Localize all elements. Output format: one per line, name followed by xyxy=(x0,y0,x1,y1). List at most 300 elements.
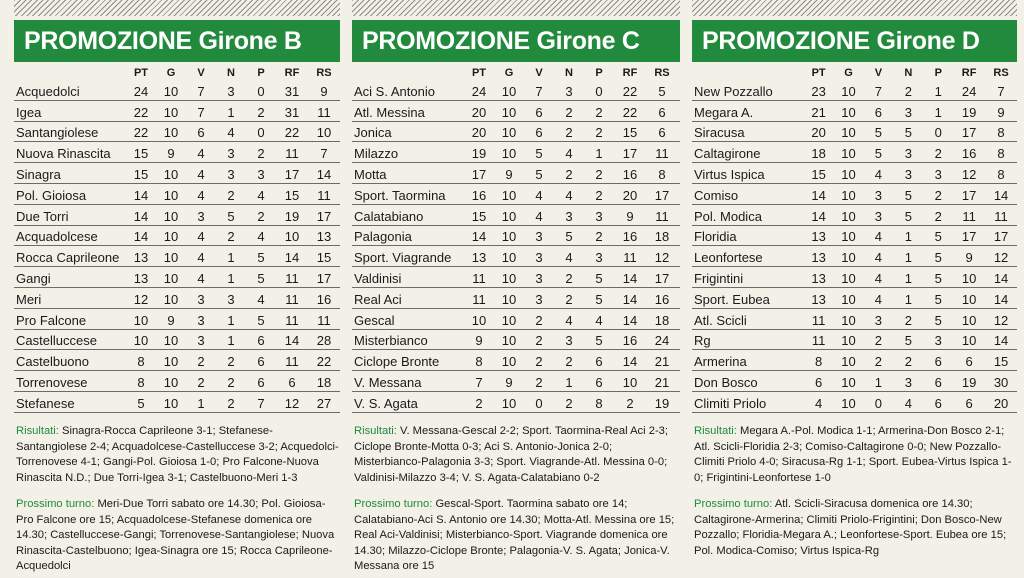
stat-cell: 18 xyxy=(654,229,670,245)
stat-cell: 3 xyxy=(934,166,942,182)
stat-cell: 10 xyxy=(622,374,638,390)
header-spacer xyxy=(14,79,126,80)
stat-cell: 0 xyxy=(257,125,265,141)
stat-cell: 3 xyxy=(197,333,205,349)
team-name: Comiso xyxy=(694,187,739,203)
stat-cell: 22 xyxy=(133,125,149,141)
stat-cell: 5 xyxy=(904,208,912,224)
stat-cell: 14 xyxy=(284,333,300,349)
table-row xyxy=(352,309,680,330)
stat-cell: 2 xyxy=(595,125,603,141)
stat-cell: 7 xyxy=(535,83,543,99)
stat-cell: 20 xyxy=(471,125,487,141)
stat-cell: 10 xyxy=(501,333,517,349)
stat-cell: 8 xyxy=(997,125,1005,141)
stat-cell: 4 xyxy=(595,312,603,328)
results-text: Sinagra-Rocca Caprileone 3-1; Stefanese-Santangiolese 2-4; Acquadolcese-Castelluccese 3-2; Acquedolci-Torrenovese 4-1; Gangi-Pol. Gioiosa 1-0; Pro Falcone-Nuova Rinascita N.D.; Due Torri-Igea 3-1; Castelbuono-Meri 1-3 xyxy=(16,425,339,484)
column-header: PT xyxy=(471,67,487,79)
stat-cell: 24 xyxy=(471,83,487,99)
stat-cell: 10 xyxy=(316,125,332,141)
stat-cell: 15 xyxy=(622,125,638,141)
stat-cell: 11 xyxy=(472,291,486,307)
stat-cell: 6 xyxy=(814,374,823,390)
stat-cell: 7 xyxy=(197,83,205,99)
stat-cell: 1 xyxy=(934,104,942,120)
column-header: PT xyxy=(133,67,149,79)
column-header: V xyxy=(874,67,883,79)
team-name: Caltagirone xyxy=(694,146,761,162)
column-header: V xyxy=(197,67,205,79)
stat-cell: 10 xyxy=(501,83,517,99)
stat-cell: 14 xyxy=(993,333,1009,349)
team-name: Floridia xyxy=(694,229,737,245)
stat-cell: 10 xyxy=(501,125,517,141)
table-row xyxy=(692,122,1017,143)
stat-cell: 10 xyxy=(471,312,487,328)
stat-cell: 10 xyxy=(501,250,517,266)
stat-cell: 3 xyxy=(227,146,235,162)
table-row xyxy=(352,246,680,267)
stat-cell: 1 xyxy=(904,250,912,266)
stat-cell: 2 xyxy=(227,229,235,245)
stat-cell: 3 xyxy=(904,104,912,120)
stat-cell: 15 xyxy=(133,146,149,162)
team-name: Acquedolci xyxy=(16,83,80,99)
stat-cell: 17 xyxy=(961,187,977,203)
table-row xyxy=(692,142,1017,163)
stat-cell: 10 xyxy=(841,104,856,120)
table-row xyxy=(14,392,340,413)
stat-cell: 17 xyxy=(961,125,977,141)
table-row xyxy=(692,184,1017,205)
stat-cell: 2 xyxy=(934,187,942,203)
team-name: Frigintini xyxy=(694,270,744,286)
stat-cell: 5 xyxy=(257,312,265,328)
stat-cell: 13 xyxy=(811,250,826,266)
team-name: Climiti Priolo xyxy=(694,395,767,411)
table-row xyxy=(14,267,340,288)
table-row xyxy=(352,392,680,413)
stat-cell: 15 xyxy=(993,354,1009,370)
stat-cell: 4 xyxy=(197,270,205,286)
column-header: N xyxy=(227,67,235,79)
stat-cell: 1 xyxy=(227,312,235,328)
table-row xyxy=(692,246,1017,267)
stat-cell: 5 xyxy=(934,291,942,307)
table-row xyxy=(14,371,340,392)
stat-cell: 18 xyxy=(316,374,332,390)
stat-cell: 2 xyxy=(257,208,265,224)
results-label: Risultati: xyxy=(16,425,59,437)
stat-cell: 3 xyxy=(565,333,573,349)
stat-cell: 2 xyxy=(565,104,573,120)
stat-cell: 1 xyxy=(227,333,235,349)
stat-cell: 11 xyxy=(285,291,299,307)
stat-cell: 6 xyxy=(257,374,265,390)
stat-cell: 10 xyxy=(501,187,517,203)
stat-cell: 16 xyxy=(622,229,638,245)
results-section xyxy=(694,424,1017,486)
stat-cell: 7 xyxy=(874,83,883,99)
stat-cell: 5 xyxy=(565,229,573,245)
team-name: Jonica xyxy=(354,125,392,141)
stat-cell: 10 xyxy=(163,229,179,245)
stat-cell: 12 xyxy=(961,166,977,182)
stat-cell: 13 xyxy=(811,291,826,307)
table-row xyxy=(14,309,340,330)
stat-cell: 6 xyxy=(535,125,543,141)
stat-cell: 2 xyxy=(904,312,912,328)
stat-cell: 14 xyxy=(622,354,638,370)
stat-cell: 11 xyxy=(994,208,1008,224)
column-header: V xyxy=(535,67,543,79)
team-name: Acquadolcese xyxy=(16,229,98,245)
stat-cell: 14 xyxy=(811,208,826,224)
header-spacer xyxy=(352,79,464,80)
standings-table xyxy=(692,64,1017,413)
stat-cell: 9 xyxy=(505,166,513,182)
stat-cell: 22 xyxy=(622,83,638,99)
team-name: Aci S. Antonio xyxy=(354,83,435,99)
stat-cell: 14 xyxy=(471,229,487,245)
stat-cell: 10 xyxy=(163,166,179,182)
stat-cell: 4 xyxy=(874,250,883,266)
stat-cell: 3 xyxy=(227,83,235,99)
team-name: Atl. Messina xyxy=(354,104,425,120)
stat-cell: 8 xyxy=(137,374,145,390)
stat-cell: 11 xyxy=(811,312,826,328)
column-header: G xyxy=(844,67,853,79)
stat-cell: 18 xyxy=(654,312,670,328)
stat-cell: 10 xyxy=(961,333,977,349)
stat-cell: 28 xyxy=(316,333,332,349)
stat-cell: 13 xyxy=(811,229,826,245)
stat-cell: 14 xyxy=(622,270,638,286)
stat-cell: 21 xyxy=(654,354,670,370)
stat-cell: 17 xyxy=(961,229,977,245)
stat-cell: 10 xyxy=(841,291,856,307)
stat-cell: 10 xyxy=(163,187,179,203)
stat-cell: 6 xyxy=(595,354,603,370)
stat-cell: 9 xyxy=(626,208,634,224)
stat-cell: 2 xyxy=(904,354,912,370)
table-row xyxy=(352,371,680,392)
table-row xyxy=(14,101,340,122)
stat-cell: 12 xyxy=(133,291,149,307)
team-name: Pro Falcone xyxy=(16,312,87,328)
stat-cell: 10 xyxy=(841,208,856,224)
stat-cell: 4 xyxy=(904,395,912,411)
stat-cell: 2 xyxy=(595,229,603,245)
table-row xyxy=(14,122,340,143)
table-row xyxy=(352,122,680,143)
stat-cell: 13 xyxy=(133,270,149,286)
girone-title: PROMOZIONE Girone B xyxy=(14,20,340,62)
stat-cell: 5 xyxy=(874,146,883,162)
stat-cell: 5 xyxy=(595,333,603,349)
stat-cell: 10 xyxy=(163,270,179,286)
stat-cell: 21 xyxy=(654,374,670,390)
stat-cell: 13 xyxy=(811,270,826,286)
header-spacer xyxy=(692,79,804,80)
stat-cell: 2 xyxy=(535,312,543,328)
next-round-label: Prossimo turno: xyxy=(354,498,433,510)
stat-cell: 0 xyxy=(595,83,603,99)
table-row xyxy=(692,267,1017,288)
stat-cell: 13 xyxy=(133,250,149,266)
stat-cell: 22 xyxy=(622,104,638,120)
stat-cell: 0 xyxy=(934,125,942,141)
stat-cell: 14 xyxy=(993,291,1009,307)
stat-cell: 6 xyxy=(934,374,942,390)
table-row xyxy=(352,267,680,288)
stat-cell: 3 xyxy=(904,374,912,390)
stat-cell: 6 xyxy=(934,395,942,411)
stat-cell: 8 xyxy=(814,354,823,370)
stat-cell: 3 xyxy=(197,312,205,328)
stat-cell: 4 xyxy=(874,270,883,286)
stat-cell: 4 xyxy=(197,187,205,203)
stat-cell: 11 xyxy=(962,208,976,224)
stat-cell: 2 xyxy=(565,166,573,182)
table-row xyxy=(14,330,340,351)
girone-b-column xyxy=(14,0,340,578)
stat-cell: 10 xyxy=(284,229,300,245)
stat-cell: 19 xyxy=(284,208,300,224)
table-row xyxy=(352,80,680,101)
decorative-hatch xyxy=(692,0,1017,16)
stat-cell: 3 xyxy=(565,83,573,99)
team-name: Torrenovese xyxy=(16,374,88,390)
stat-cell: 10 xyxy=(501,104,517,120)
stat-cell: 20 xyxy=(622,187,638,203)
stat-cell: 10 xyxy=(841,250,856,266)
team-name: Don Bosco xyxy=(694,374,758,390)
stat-cell: 2 xyxy=(565,291,573,307)
stat-cell: 9 xyxy=(167,146,175,162)
stat-cell: 1 xyxy=(227,104,235,120)
team-name: Santangiolese xyxy=(16,125,99,141)
team-name: Siracusa xyxy=(694,125,745,141)
stat-cell: 9 xyxy=(167,312,175,328)
stat-cell: 12 xyxy=(284,395,300,411)
stat-cell: 3 xyxy=(934,333,942,349)
table-row xyxy=(352,101,680,122)
stat-cell: 2 xyxy=(595,166,603,182)
stat-cell: 4 xyxy=(197,166,205,182)
stat-cell: 5 xyxy=(257,270,265,286)
stat-cell: 4 xyxy=(874,291,883,307)
stat-cell: 8 xyxy=(595,395,603,411)
stat-cell: 14 xyxy=(993,187,1009,203)
stat-cell: 2 xyxy=(535,354,543,370)
team-name: Rg xyxy=(694,333,711,349)
stat-cell: 22 xyxy=(284,125,300,141)
table-header xyxy=(14,64,340,80)
next-round-text: Gescal-Sport. Taormina sabato ore 14; Calatabiano-Aci S. Antonio ore 14.30; Motta-Atl. Messina ore 15; Real Aci-Valdinisi; Misterbianco-Sport. Viagrande domenica ore 14.30; Milazzo-Ciclope Bronte; Palagonia-V. S. Agata; Jonica-V. Messana ore 15 xyxy=(354,498,675,573)
stat-cell: 5 xyxy=(535,166,543,182)
stat-cell: 10 xyxy=(841,166,856,182)
stat-cell: 4 xyxy=(227,125,235,141)
girone-title: PROMOZIONE Girone C xyxy=(352,20,680,62)
stat-cell: 10 xyxy=(841,146,856,162)
stat-cell: 3 xyxy=(535,291,543,307)
stat-cell: 19 xyxy=(961,374,977,390)
stat-cell: 2 xyxy=(227,354,235,370)
stat-cell: 6 xyxy=(658,125,666,141)
stat-cell: 2 xyxy=(595,187,603,203)
stat-cell: 8 xyxy=(137,354,145,370)
stat-cell: 3 xyxy=(874,312,883,328)
stat-cell: 9 xyxy=(965,250,973,266)
stat-cell: 4 xyxy=(565,312,573,328)
table-row xyxy=(692,392,1017,413)
stat-cell: 15 xyxy=(316,250,332,266)
stat-cell: 2 xyxy=(475,395,483,411)
stat-cell: 3 xyxy=(227,291,235,307)
results-section xyxy=(16,424,340,486)
stat-cell: 22 xyxy=(316,354,332,370)
stat-cell: 9 xyxy=(475,333,483,349)
stat-cell: 10 xyxy=(163,208,179,224)
standings-table xyxy=(14,64,340,413)
stat-cell: 4 xyxy=(565,250,573,266)
stat-cell: 3 xyxy=(904,146,912,162)
stat-cell: 3 xyxy=(874,187,883,203)
stat-cell: 6 xyxy=(934,354,942,370)
stat-cell: 10 xyxy=(163,395,179,411)
stat-cell: 1 xyxy=(904,229,912,245)
stat-cell: 5 xyxy=(934,270,942,286)
stat-cell: 1 xyxy=(874,374,883,390)
stat-cell: 10 xyxy=(163,250,179,266)
stat-cell: 5 xyxy=(934,312,942,328)
team-name: Due Torri xyxy=(16,208,69,224)
stat-cell: 20 xyxy=(471,104,487,120)
stat-cell: 7 xyxy=(475,374,483,390)
table-row xyxy=(352,350,680,371)
column-header: P xyxy=(934,67,942,79)
stat-cell: 10 xyxy=(501,354,517,370)
stat-cell: 1 xyxy=(934,83,942,99)
stat-cell: 19 xyxy=(654,395,670,411)
stat-cell: 17 xyxy=(471,166,487,182)
stat-cell: 1 xyxy=(197,395,205,411)
column-header: P xyxy=(595,67,603,79)
stat-cell: 14 xyxy=(284,250,300,266)
decorative-hatch xyxy=(352,0,680,16)
next-round-text: Atl. Scicli-Siracusa domenica ore 14.30; Caltagirone-Armerina; Climiti Priolo-Frigintini; Don Bosco-New Pozzallo; Floridia-Megara A.; Leonfortese-Sport. Eubea ore 15; Pol. Modica-Comiso; Virtus Ispica-Rg xyxy=(694,498,1007,557)
team-name: Stefanese xyxy=(16,395,75,411)
table-row xyxy=(692,309,1017,330)
stat-cell: 2 xyxy=(257,146,265,162)
stat-cell: 4 xyxy=(197,229,205,245)
stat-cell: 10 xyxy=(133,333,149,349)
table-row xyxy=(352,142,680,163)
table-row xyxy=(14,350,340,371)
stat-cell: 27 xyxy=(316,395,332,411)
stat-cell: 8 xyxy=(997,146,1005,162)
table-header xyxy=(352,64,680,80)
stat-cell: 2 xyxy=(535,333,543,349)
team-name: Valdinisi xyxy=(354,270,402,286)
table-row xyxy=(692,371,1017,392)
results-label: Risultati: xyxy=(694,425,737,437)
team-name: Gangi xyxy=(16,270,51,286)
stat-cell: 15 xyxy=(471,208,487,224)
stat-cell: 10 xyxy=(961,270,977,286)
stat-cell: 10 xyxy=(163,291,179,307)
table-row xyxy=(14,184,340,205)
team-name: Real Aci xyxy=(354,291,402,307)
stat-cell: 10 xyxy=(501,270,517,286)
stat-cell: 10 xyxy=(163,333,179,349)
column-header: G xyxy=(504,67,514,79)
table-row xyxy=(14,80,340,101)
stat-cell: 14 xyxy=(993,270,1009,286)
stat-cell: 11 xyxy=(317,187,331,203)
team-name: Virtus Ispica xyxy=(694,166,765,182)
stat-cell: 2 xyxy=(874,333,883,349)
stat-cell: 20 xyxy=(993,395,1009,411)
stat-cell: 4 xyxy=(535,187,543,203)
team-name: Sport. Taormina xyxy=(354,187,446,203)
stat-cell: 3 xyxy=(595,250,603,266)
stat-cell: 2 xyxy=(565,395,573,411)
team-name: V. S. Agata xyxy=(354,395,418,411)
stat-cell: 1 xyxy=(565,374,573,390)
team-name: Meri xyxy=(16,291,42,307)
team-name: Leonfortese xyxy=(694,250,763,266)
column-header: G xyxy=(166,67,176,79)
stat-cell: 5 xyxy=(874,125,883,141)
column-header: P xyxy=(257,67,265,79)
team-name: Gescal xyxy=(354,312,395,328)
girone-title: PROMOZIONE Girone D xyxy=(692,20,1017,62)
stat-cell: 3 xyxy=(565,208,573,224)
stat-cell: 4 xyxy=(257,187,265,203)
girone-c-column xyxy=(352,0,680,578)
stat-cell: 10 xyxy=(163,354,179,370)
stat-cell: 10 xyxy=(841,374,856,390)
table-row xyxy=(692,350,1017,371)
column-header: RF xyxy=(961,67,977,79)
stat-cell: 10 xyxy=(163,83,179,99)
table-header xyxy=(692,64,1017,80)
team-name: Atl. Scicli xyxy=(694,312,747,328)
stat-cell: 6 xyxy=(965,395,973,411)
stat-cell: 24 xyxy=(961,83,977,99)
stat-cell: 3 xyxy=(535,270,543,286)
stat-cell: 5 xyxy=(904,187,912,203)
stat-cell: 3 xyxy=(904,166,912,182)
stat-cell: 2 xyxy=(565,270,573,286)
stat-cell: 5 xyxy=(227,208,235,224)
stat-cell: 16 xyxy=(622,166,638,182)
stat-cell: 14 xyxy=(316,166,332,182)
stat-cell: 6 xyxy=(658,104,666,120)
team-name: Ciclope Bronte xyxy=(354,354,440,370)
stat-cell: 2 xyxy=(565,354,573,370)
results-label: Risultati: xyxy=(354,425,397,437)
stat-cell: 2 xyxy=(565,125,573,141)
stat-cell: 3 xyxy=(227,166,235,182)
stat-cell: 5 xyxy=(934,250,942,266)
stat-cell: 10 xyxy=(501,208,517,224)
team-name: Sinagra xyxy=(16,166,61,182)
table-row xyxy=(352,184,680,205)
stat-cell: 30 xyxy=(993,374,1009,390)
